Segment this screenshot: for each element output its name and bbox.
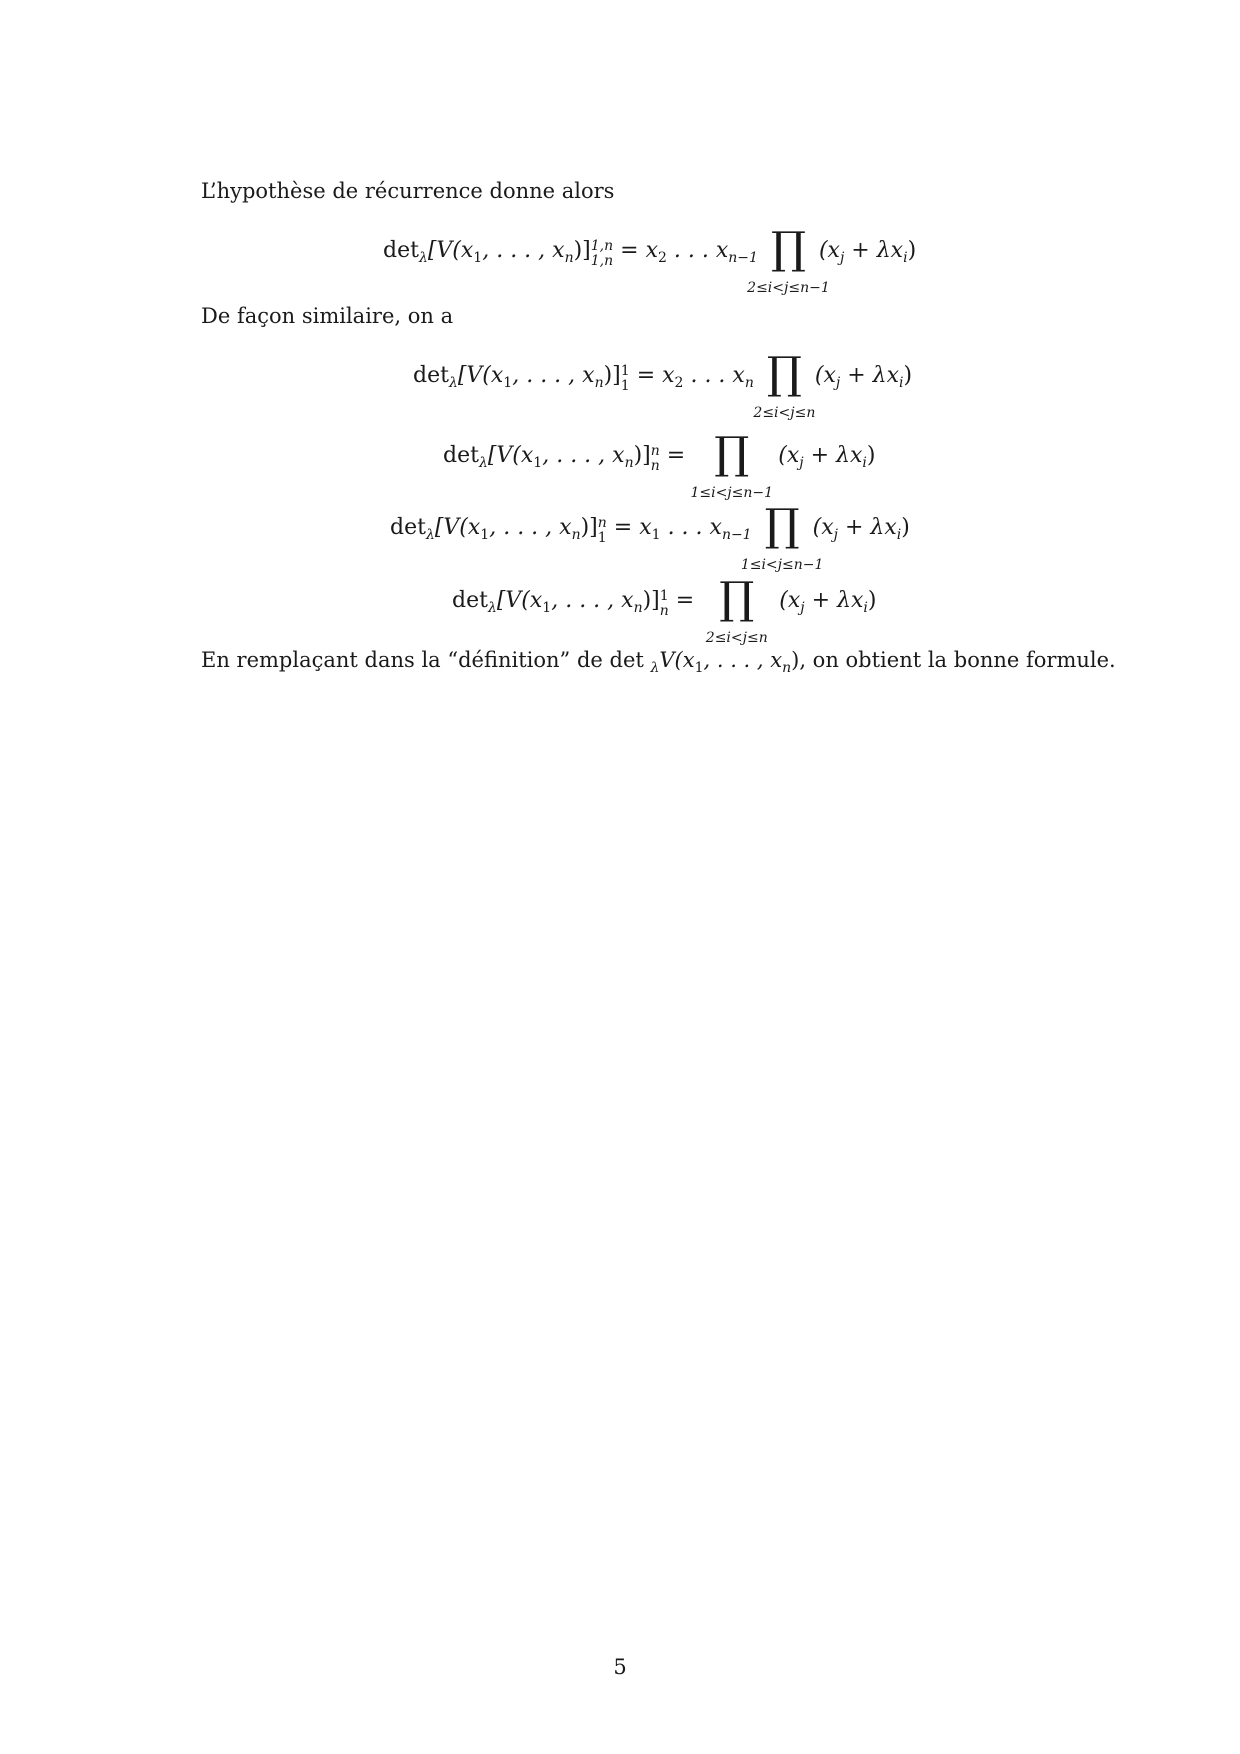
conclusion-math: V(x bbox=[659, 648, 695, 672]
equals-sign: = bbox=[675, 588, 695, 613]
product-operator bbox=[690, 428, 774, 501]
ellipsis-x: , . . . , x bbox=[489, 515, 572, 540]
vandermonde-open: [V(x bbox=[434, 515, 481, 540]
equation-2 bbox=[413, 348, 913, 421]
rhs-x: x bbox=[639, 515, 652, 540]
factor-close: ) bbox=[907, 238, 917, 263]
ellipsis-x: , . . . , x bbox=[512, 363, 595, 388]
factor-open: (x bbox=[814, 363, 836, 388]
vandermonde-open: [V(x bbox=[427, 238, 474, 263]
paragraph-conclusion bbox=[201, 647, 1116, 681]
factor-i: i bbox=[899, 375, 904, 391]
index-n: n bbox=[633, 600, 643, 616]
conclusion-text-start: En remplaçant dans la “définition” de det bbox=[201, 648, 644, 672]
factor-plus: + λx bbox=[803, 443, 863, 468]
det-operator: det bbox=[452, 588, 488, 613]
rhs-index-a: 1 bbox=[651, 527, 661, 543]
rhs-dots: . . . x bbox=[666, 238, 729, 263]
factor-i: i bbox=[863, 600, 868, 616]
product-operator bbox=[753, 348, 816, 421]
minor-sub: 1,n bbox=[590, 253, 614, 269]
lambda-subscript: λ bbox=[448, 375, 458, 391]
det-operator: det bbox=[390, 515, 426, 540]
minor-sup: n bbox=[650, 443, 660, 459]
factor-open: (x bbox=[812, 515, 834, 540]
factor-j: j bbox=[799, 455, 804, 471]
factor-j: j bbox=[800, 600, 805, 616]
equals-sign: = bbox=[620, 238, 639, 263]
index-1: 1 bbox=[503, 375, 513, 391]
factor-open: (x bbox=[779, 588, 801, 613]
product-limits: 1≤i<j≤n−1 bbox=[690, 485, 774, 501]
factor-close: ) bbox=[867, 588, 877, 613]
product-operator bbox=[740, 500, 824, 573]
factor-i: i bbox=[903, 250, 908, 266]
product-symbol: ∏ bbox=[714, 428, 750, 479]
rhs-index-a: 2 bbox=[674, 375, 684, 391]
minor-sup: 1,n bbox=[590, 238, 614, 254]
product-operator bbox=[747, 223, 830, 296]
equals-sign: = bbox=[636, 363, 656, 388]
rhs-x: x bbox=[662, 363, 675, 388]
rhs-index-b: n bbox=[744, 375, 754, 391]
rhs-dots: . . . x bbox=[683, 363, 745, 388]
equals-sign: = bbox=[666, 443, 686, 468]
rhs-index-a: 2 bbox=[658, 250, 667, 266]
minor-sub: 1 bbox=[620, 378, 630, 394]
vandermonde-close: )] bbox=[573, 238, 591, 263]
conclusion-text-end: ), on obtient la bonne formule. bbox=[791, 648, 1116, 672]
index-1: 1 bbox=[480, 527, 490, 543]
factor-close: ) bbox=[866, 443, 876, 468]
minor-indices bbox=[660, 589, 669, 619]
minor-sup: 1 bbox=[659, 588, 669, 604]
index-1: 1 bbox=[533, 455, 543, 471]
rhs-index-b: n−1 bbox=[721, 527, 752, 543]
product-operator bbox=[705, 573, 768, 646]
ellipsis-x: , . . . , x bbox=[703, 648, 783, 672]
ellipsis-x: , . . . , x bbox=[542, 443, 625, 468]
factor-j: j bbox=[833, 527, 838, 543]
lambda-subscript: λ bbox=[487, 600, 497, 616]
index-n: n bbox=[594, 375, 604, 391]
product-limits: 2≤i<j≤n bbox=[705, 630, 768, 646]
product-limits: 2≤i<j≤n bbox=[753, 405, 816, 421]
rhs-index-b: n−1 bbox=[728, 250, 758, 266]
paragraph-intro-text: L’hypothèse de récurrence donne alors bbox=[201, 179, 615, 203]
minor-indices bbox=[651, 444, 660, 474]
paragraph-similar-text: De façon similaire, on a bbox=[201, 304, 454, 328]
det-operator: det bbox=[383, 238, 419, 263]
paragraph-intro bbox=[201, 178, 614, 204]
minor-indices bbox=[621, 364, 630, 394]
minor-sup: n bbox=[597, 515, 607, 531]
index-n: n bbox=[571, 527, 581, 543]
lambda-subscript: λ bbox=[650, 660, 660, 676]
factor-close: ) bbox=[901, 515, 910, 540]
minor-indices bbox=[598, 516, 607, 546]
vandermonde-open: [V(x bbox=[496, 588, 543, 613]
product-symbol: ∏ bbox=[719, 573, 755, 624]
factor-j: j bbox=[835, 375, 841, 391]
product-symbol: ∏ bbox=[770, 223, 806, 274]
factor-plus: + λx bbox=[840, 363, 900, 388]
minor-sub: n bbox=[659, 603, 669, 619]
vandermonde-close: )] bbox=[642, 588, 660, 613]
ellipsis-x: , . . . , x bbox=[482, 238, 565, 263]
index-n: n bbox=[782, 660, 792, 676]
lambda-subscript: λ bbox=[478, 455, 488, 471]
rhs-x: x bbox=[645, 238, 658, 263]
minor-indices bbox=[591, 239, 613, 269]
minor-sub: 1 bbox=[597, 530, 607, 546]
vandermonde-close: )] bbox=[603, 363, 621, 388]
factor-close: ) bbox=[903, 363, 913, 388]
minor-sup: 1 bbox=[620, 363, 630, 379]
equation-4 bbox=[390, 500, 910, 573]
product-limits: 1≤i<j≤n−1 bbox=[740, 557, 824, 573]
vandermonde-open: [V(x bbox=[487, 443, 534, 468]
minor-sub: n bbox=[650, 458, 660, 474]
product-limits: 2≤i<j≤n−1 bbox=[747, 280, 830, 296]
index-n: n bbox=[624, 455, 634, 471]
factor-plus: + λx bbox=[844, 238, 904, 263]
index-n: n bbox=[564, 250, 574, 266]
factor-open: (x bbox=[818, 238, 840, 263]
index-1: 1 bbox=[542, 600, 552, 616]
index-1: 1 bbox=[473, 250, 483, 266]
paragraph-similar bbox=[201, 303, 453, 329]
ellipsis-x: , . . . , x bbox=[551, 588, 634, 613]
factor-i: i bbox=[862, 455, 867, 471]
lambda-subscript: λ bbox=[418, 250, 428, 266]
vandermonde-open: [V(x bbox=[457, 363, 504, 388]
product-symbol: ∏ bbox=[766, 348, 802, 399]
equals-sign: = bbox=[613, 515, 633, 540]
vandermonde-close: )] bbox=[633, 443, 651, 468]
equation-5 bbox=[452, 573, 877, 646]
det-operator: det bbox=[443, 443, 479, 468]
page-number: 5 bbox=[613, 1655, 627, 1679]
rhs-dots: . . . x bbox=[660, 515, 722, 540]
factor-j: j bbox=[839, 250, 845, 266]
vandermonde-close: )] bbox=[580, 515, 598, 540]
det-operator: det bbox=[413, 363, 449, 388]
index-1: 1 bbox=[694, 660, 704, 676]
lambda-subscript: λ bbox=[425, 527, 435, 543]
factor-plus: + λx bbox=[804, 588, 864, 613]
equation-3 bbox=[443, 428, 876, 501]
factor-plus: + λx bbox=[837, 515, 897, 540]
equation-1 bbox=[383, 223, 917, 296]
factor-i: i bbox=[896, 527, 902, 543]
factor-open: (x bbox=[778, 443, 800, 468]
product-symbol: ∏ bbox=[764, 500, 800, 551]
